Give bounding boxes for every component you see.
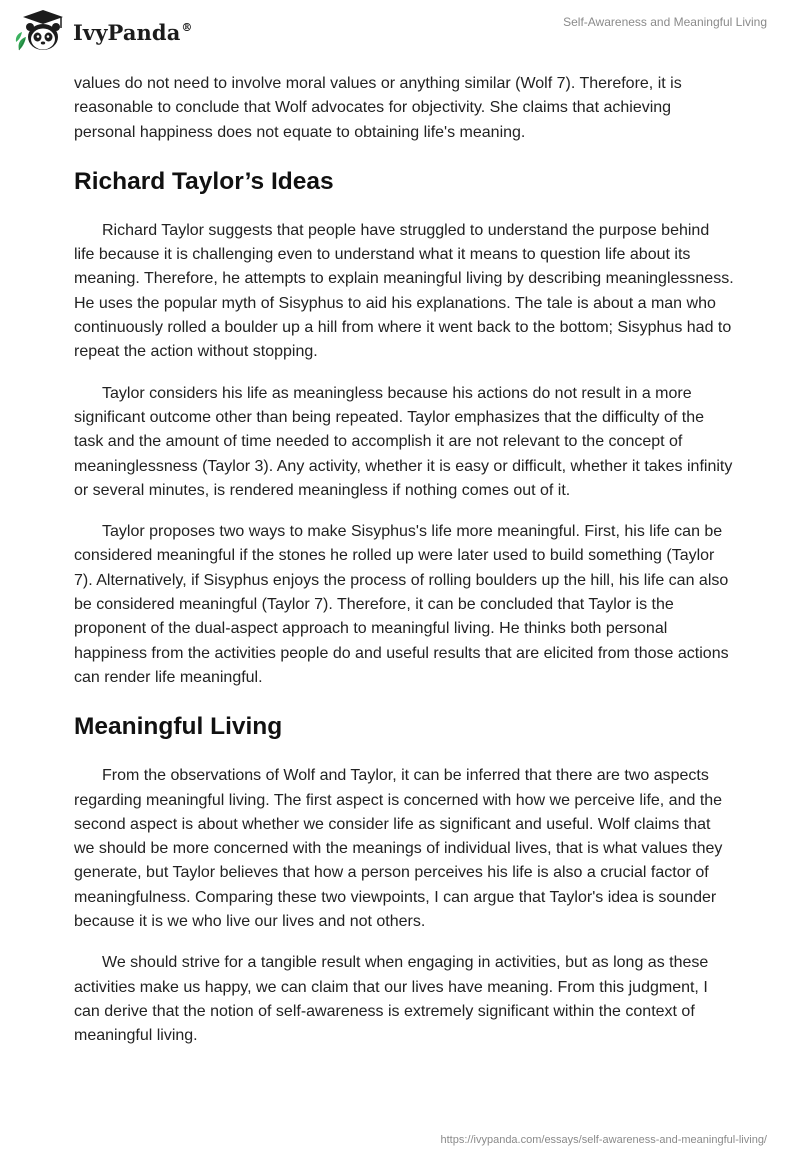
document-title: Self-Awareness and Meaningful Living [563,15,767,29]
panda-graduate-icon [13,8,69,54]
paragraph: We should strive for a tangible result when engaging in activities, but as long as these activities make us happy, we can claim that our lives have meaning. From this judgment, I can derive that the notion of self-awareness is extremely significant within the context of meaningful living. [74,954,709,1045]
paragraph-continued: values do not need to involve moral values or anything similar (Wolf 7). Therefore, it is reasonable to conclude that Wolf advocates for objectivity. She claims that achieving personal happiness does not equate to obtaining life's meaning. [74,75,682,141]
paragraph: Richard Taylor suggests that people have struggled to understand the purpose behind life because it is challenging even to understand what it means to question life about its meaning. Therefore, he attempts to explain meaningful living by describing meaninglessness. He uses the popular myth of Sisyphus to aid his explanations. The tale is about a man who continuously rolled a boulder up a hill from where it went back to the bottom; Sisyphus had to repeat the action without stopping. [74,221,734,361]
paragraph: Taylor considers his life as meaningless because his actions do not result in a more significant outcome other than being repeated. Taylor emphasizes that the difficulty of the task and the amount of time needed to accomplish it are not relevant to the concept of meaninglessness (Taylor 3). Any activity, whether it is easy or difficult, whether it takes infinity or several minutes, is rendered meaningless if nothing comes out of it. [74,384,733,499]
page-header [0,0,800,50]
brand-name [73,20,193,45]
essay-body [74,72,734,1066]
paragraph: Taylor proposes two ways to make Sisyphus's life more meaningful. First, his life can be considered meaningful if the stones he rolled up were later used to build something (Taylor 7). Alternatively, if Sisyphus enjoys the process of rolling boulders up the hill, his life can also be considered meaningful (Taylor 7). Therefore, it can be concluded that Taylor is the proponent of the dual-aspect approach to meaningful living. He thinks both personal happiness from the activities people do and useful results that are elicited from those actions can render life meaningful. [74,523,729,686]
ivypanda-logo[interactable] [13,8,193,54]
registered-mark: ® [181,20,193,34]
section-heading-meaningful-living: Meaningful Living [74,713,283,741]
brand-text: IvyPanda [73,19,181,45]
source-url-link[interactable]: https://ivypanda.com/essays/self-awareness-and-meaningful-living/ [440,1134,767,1146]
section-heading-taylor: Richard Taylor’s Ideas [74,167,334,195]
paragraph: From the observations of Wolf and Taylor, it can be inferred that there are two aspects regarding meaningful living. The first aspect is concerned with how we perceive life, and the second aspect is about whether we consider life as significant and useful. Wolf claims that we should be more concerned with the meanings of individual lives, that is what values they generate, but Taylor believes that how a person perceives his life is also a crucial factor of meaningfulness. Comparing these two viewpoints, I can argue that Taylor's idea is sounder because it is we who live our lives and not others. [74,767,723,931]
